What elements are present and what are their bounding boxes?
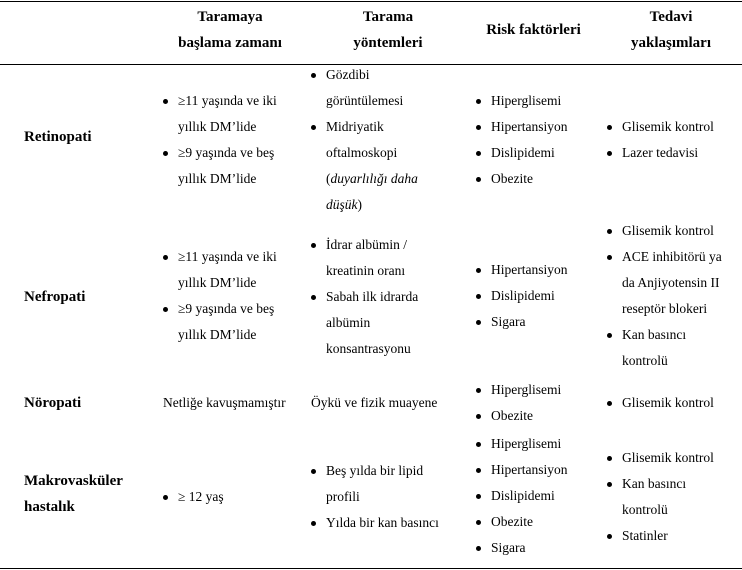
list-item: Statinler — [607, 523, 742, 549]
list-item: Beş yılda bir lipid profili — [311, 458, 466, 510]
list-item: ≥9 yaşında ve beş yıllık DM’lide — [163, 140, 313, 192]
list-item: Glisemik kontrol — [607, 218, 742, 244]
list-item: Dislipidemi — [476, 483, 601, 509]
list-item: Sigara — [476, 535, 601, 561]
nephropathy-methods-list — [311, 232, 466, 362]
list-item: Midriyatik oftalmoskopi (duyarlılığı daha düşük) — [311, 114, 466, 218]
header-screening-methods: Tarama yöntemleri — [353, 9, 423, 51]
list-item: Glisemik kontrol — [607, 445, 742, 471]
list-item: Obezite — [476, 509, 601, 535]
row-label-neuropathy: Nöropati — [24, 395, 82, 411]
list-item: Dislipidemi — [476, 283, 601, 309]
list-item: Sigara — [476, 309, 601, 335]
macrovascular-treatments-list — [607, 445, 742, 549]
nephropathy-start-list — [163, 244, 313, 348]
list-item: Glisemik kontrol — [607, 114, 742, 140]
table-bottom-rule — [0, 568, 742, 569]
nephropathy-risks-list — [476, 257, 601, 335]
table-top-rule — [0, 1, 742, 2]
header-screening-start: Taramaya başlama zamanı — [178, 9, 282, 51]
list-item: Hiperglisemi — [476, 377, 601, 403]
list-item: Sabah ilk idrarda albümin konsantrasyonu — [311, 284, 466, 362]
neuropathy-risks-list — [476, 377, 601, 429]
list-item: ≥11 yaşında ve iki yıllık DM’lide — [163, 244, 313, 296]
list-item: Gözdibi görüntülemesi — [311, 62, 466, 114]
retinopathy-methods-list — [311, 62, 466, 218]
row-label-macrovascular: Makrovasküler hastalık — [24, 473, 123, 515]
list-item: İdrar albümin / kreatinin oranı — [311, 232, 466, 284]
list-item: Lazer tedavisi — [607, 140, 742, 166]
macrovascular-methods-list — [311, 458, 466, 536]
neuropathy-start-text: Netliğe kavuşmamıştır — [163, 395, 286, 410]
list-item: Glisemik kontrol — [607, 390, 742, 416]
macrovascular-risks-list — [476, 431, 601, 561]
nephropathy-treatments-list — [607, 218, 742, 374]
list-item: ACE inhibitörü ya da Anjiyotensin II reseptör blokeri — [607, 244, 742, 322]
macrovascular-start-list — [163, 484, 313, 510]
neuropathy-methods-text: Öykü ve fizik muayene — [311, 395, 438, 410]
row-label-nephropathy: Nefropati — [24, 289, 86, 305]
list-item: Hipertansiyon — [476, 257, 601, 283]
retinopathy-risks-list — [476, 88, 601, 192]
list-item: Dislipidemi — [476, 140, 601, 166]
list-item: Hipertansiyon — [476, 114, 601, 140]
list-item: Kan basıncı kontrolü — [607, 322, 742, 374]
header-risk-factors: Risk faktörleri — [486, 22, 581, 38]
list-item: Yılda bir kan basıncı — [311, 510, 466, 536]
list-item: Obezite — [476, 166, 601, 192]
header-treatment-approaches: Tedavi yaklaşımları — [630, 9, 711, 51]
list-item: Kan basıncı kontrolü — [607, 471, 742, 523]
list-item: ≥ 12 yaş — [163, 484, 313, 510]
list-item: Hipertansiyon — [476, 457, 601, 483]
list-item: ≥11 yaşında ve iki yıllık DM’lide — [163, 88, 313, 140]
list-item: Hiperglisemi — [476, 431, 601, 457]
list-item: Hiperglisemi — [476, 88, 601, 114]
retinopathy-treatments-list — [607, 114, 742, 166]
row-label-retinopathy: Retinopati — [24, 129, 92, 145]
list-item: ≥9 yaşında ve beş yıllık DM’lide — [163, 296, 313, 348]
list-item: Obezite — [476, 403, 601, 429]
retinopathy-start-list — [163, 88, 313, 192]
neuropathy-treatments-list — [607, 390, 742, 416]
